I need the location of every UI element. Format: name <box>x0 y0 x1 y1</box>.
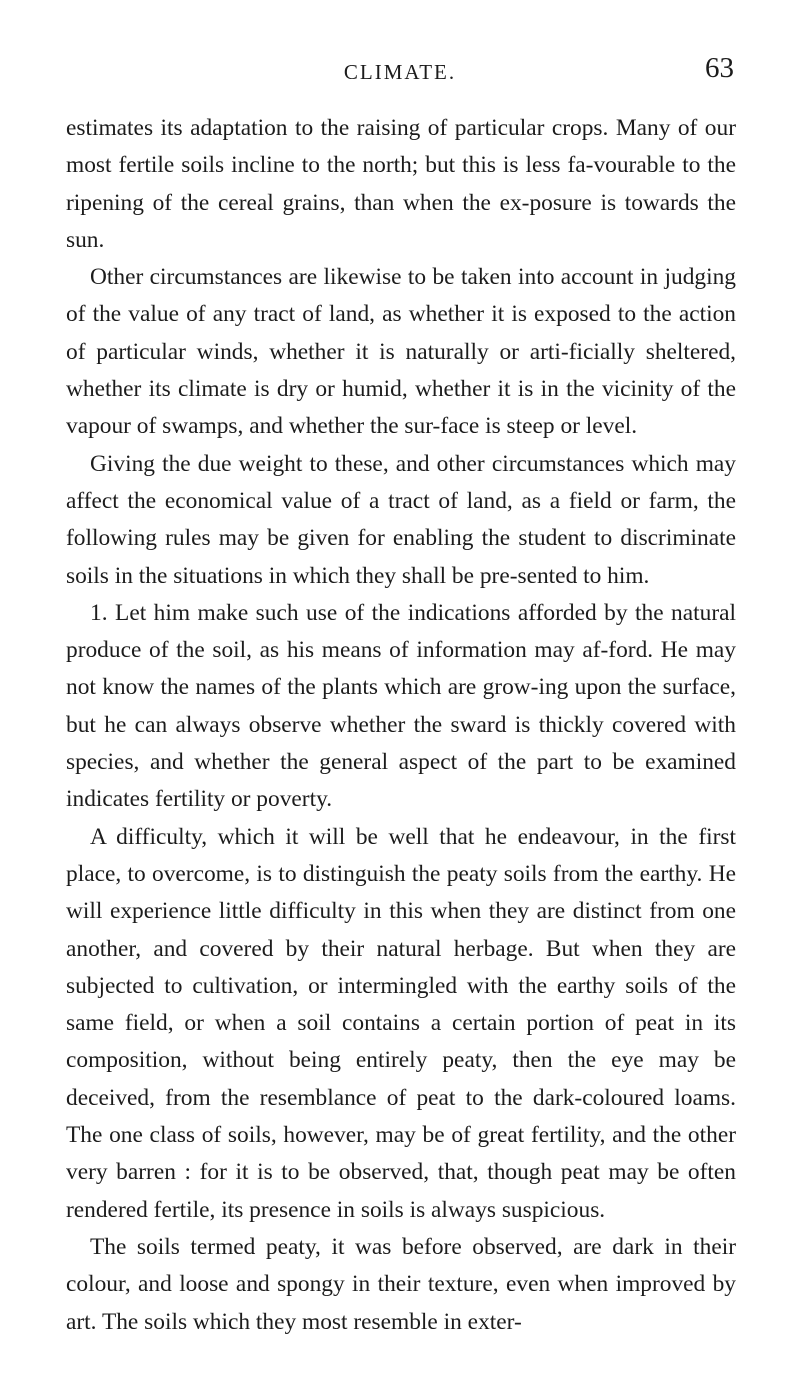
paragraph-rule-one: 1. Let him make such use of the indications afforded by the natural produce of the soil, as his means of information may af-ford. He may not know the names of the plants which are grow-ing upon the surface, but he can always observe whether the sward is thickly covered with species, and whether the general aspect of the part to be examined indicates fertility or poverty. <box>66 599 736 813</box>
paragraph-peaty-soils: The soils termed peaty, it was before observed, are dark in their colour, and loose and spongy in their texture, even when improved by art. The soils which they most resemble in exter- <box>66 1233 736 1335</box>
paragraph-other-circumstances: Other circumstances are likewise to be taken into account in judging of the value of any tract of land, as whether it is exposed to the action of particular winds, whether it is naturally or arti-ficially sheltered, whether its climate is dry or humid, whether it is in the vicinity of the vapour of swamps, and whether the sur-face is steep or level. <box>66 264 736 440</box>
running-head <box>0 52 800 92</box>
page-number: 63 <box>705 52 734 84</box>
paragraph-difficulty: A difficulty, which it will be well that he endeavour, in the first place, to overcome, is to distinguish the peaty soils from the earthy. He will experience little difficulty in this when they are distinct from one another, and covered by their natural herbage. But when they are subjected to cultivation, or intermingled with the earthy soils of the same field, or when a soil contains a certain portion of peat in its composition, without being entirely peaty, then the eye may be deceived, from the resemblance of peat to the dark-coloured loams. The one class of soils, however, may be of great fertility, and the other very barren : for it is to be observed, that, though peat may be often rendered fertile, its presence in soils is always suspicious. <box>66 823 736 1223</box>
paragraph-continuation: estimates its adaptation to the raising of particular crops. Many of our most fertile soils incline to the north; but this is less fa-vourable to the ripening of the cereal grains, than when the ex-posure is towards the sun. <box>66 115 736 253</box>
body-text <box>66 110 736 1341</box>
paragraph-giving-due-weight: Giving the due weight to these, and other circumstances which may affect the economical value of a tract of land, as a field or farm, the following rules may be given for enabling the student to discriminate soils in the situations in which they shall be pre-sented to him. <box>66 450 736 589</box>
running-title: CLIMATE. <box>343 60 457 84</box>
